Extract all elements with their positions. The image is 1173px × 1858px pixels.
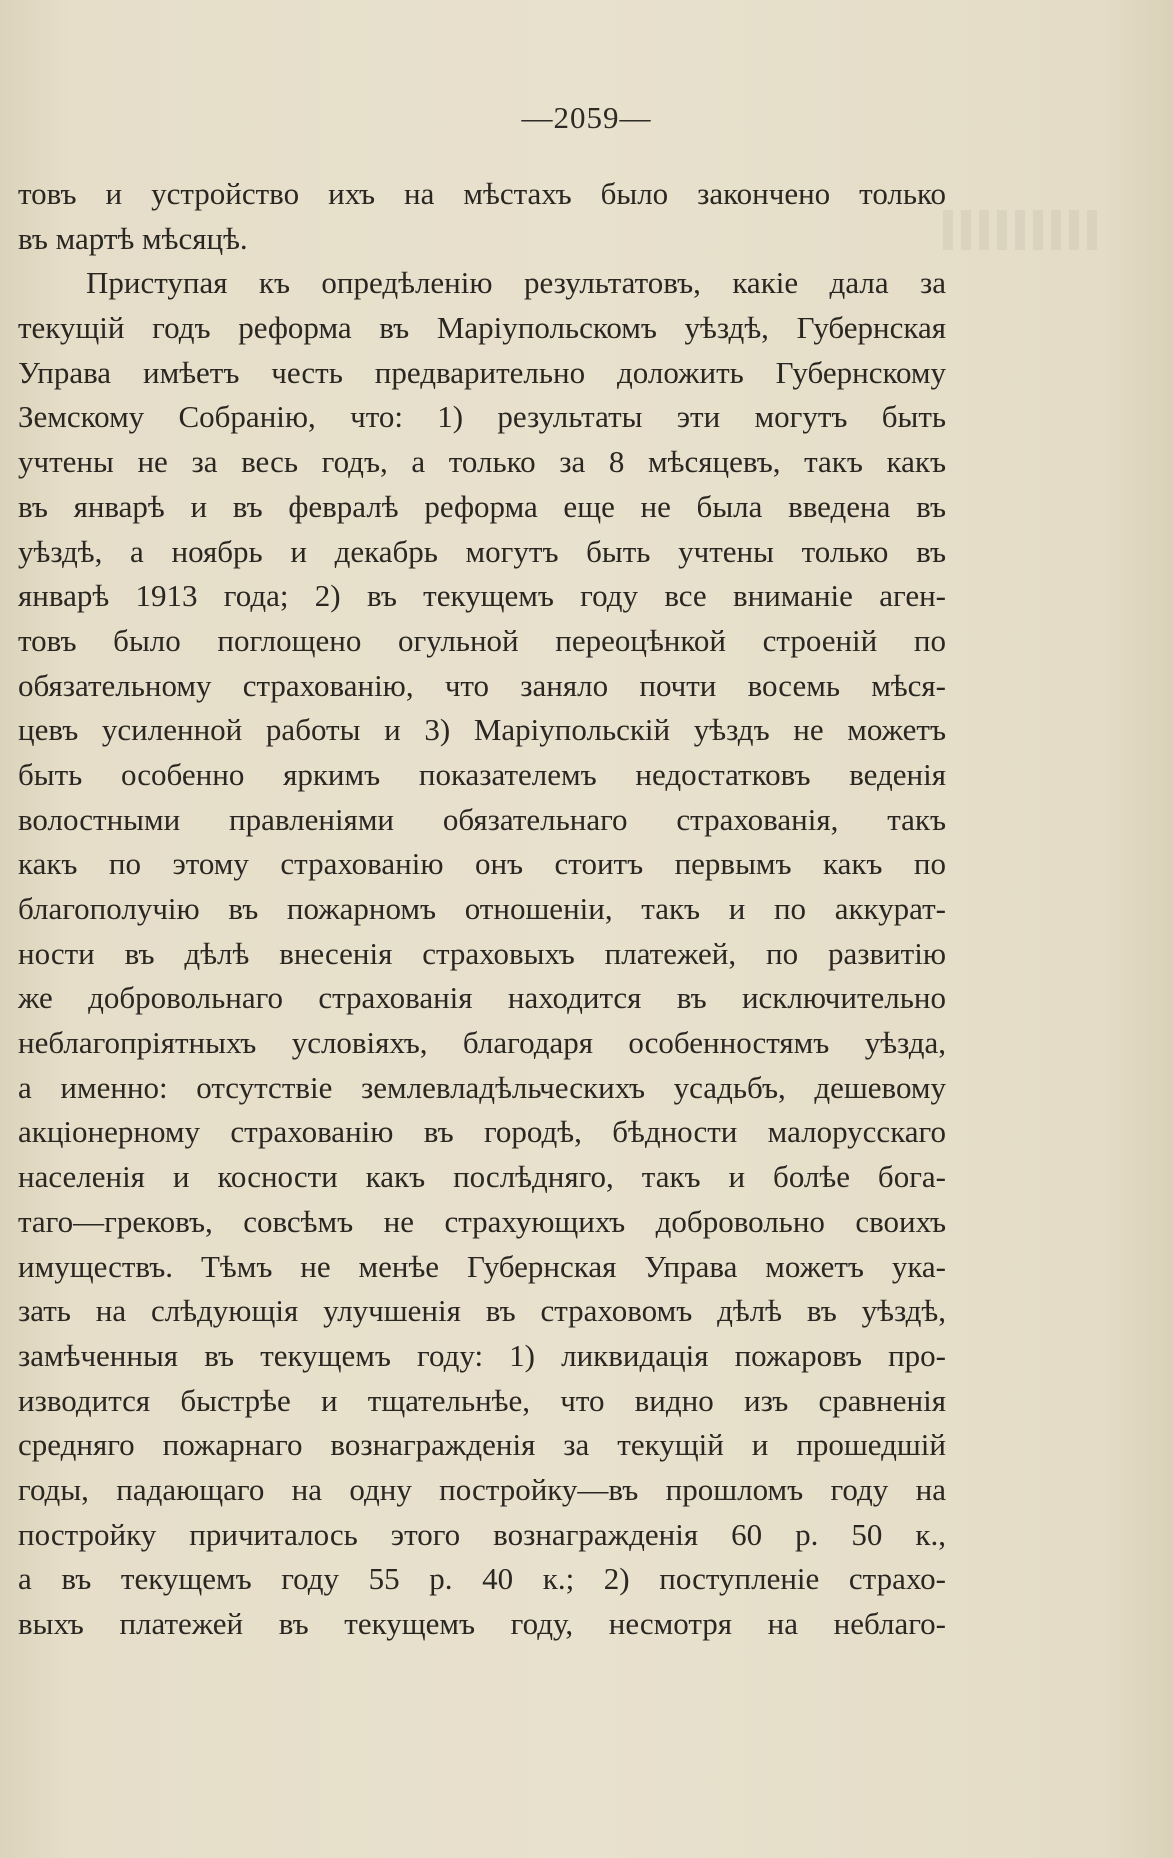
text-line: товъ было поглощено огульной переоцѣнкой строеній по [18, 622, 946, 658]
text-line: же добровольнаго страхованія находится въ исключительно [18, 980, 946, 1016]
text-line: текущій годъ реформа въ Маріупольскомъ уѣздѣ, Губернская [18, 310, 946, 346]
text-line: уѣздѣ, а ноябрь и декабрь могутъ быть учтены только въ [18, 533, 946, 569]
text-line: населенія и косности какъ послѣдняго, такъ и болѣе бога- [18, 1159, 946, 1195]
text-line: выхъ платежей въ текущемъ году, несмотря на неблаго- [18, 1606, 946, 1641]
text-line: а именно: отсутствіе землевладѣльческихъ усадьбъ, дешевому [18, 1069, 946, 1105]
text-line: обязательному страхованію, что заняло почти восемь мѣся- [18, 667, 946, 703]
text-line: ности въ дѣлѣ внесенія страховыхъ платежей, по развитію [18, 935, 946, 971]
text-line: какъ по этому страхованію онъ стоитъ первымъ какъ по [18, 846, 946, 882]
text-line: годы, падающаго на одну постройку—въ прошломъ году на [18, 1471, 946, 1507]
text-line: быть особенно яркимъ показателемъ недостатковъ веденія [18, 756, 946, 792]
text-line: цевъ усиленной работы и 3) Маріупольскій уѣздъ не можетъ [18, 712, 946, 748]
text-line: зать на слѣдующія улучшенія въ страховомъ дѣлѣ въ уѣздѣ, [18, 1293, 946, 1329]
bleed-through-shadow [943, 210, 1103, 250]
text-line: средняго пожарнаго вознагражденія за текущій и прошедшій [18, 1427, 946, 1463]
text-line: Управа имѣетъ честь предварительно доложить Губернскому [18, 354, 946, 390]
text-line: благополучію въ пожарномъ отношеніи, такъ и по аккурат- [18, 891, 946, 926]
text-line: имуществъ. Тѣмъ не менѣе Губернская Управа можетъ ука- [18, 1248, 946, 1284]
text-line: неблагопріятныхъ условіяхъ, благодаря особенностямъ уѣзда, [18, 1025, 946, 1061]
text-line: Приступая къ опредѣленію результатовъ, какіе дала за [86, 265, 946, 301]
text-line: изводится быстрѣе и тщательнѣе, что видно изъ сравненія [18, 1382, 946, 1418]
page-number: —2059— [521, 100, 652, 135]
text-line: а въ текущемъ году 55 р. 40 к.; 2) поступленіе страхо- [18, 1561, 946, 1597]
text-line: въ мартѣ мѣсяцѣ. [18, 220, 248, 256]
text-line: постройку причиталось этого вознагражденія 60 р. 50 к., [18, 1516, 946, 1552]
text-line: таго—грековъ, совсѣмъ не страхующихъ добровольно своихъ [18, 1203, 946, 1239]
text-line: Земскому Собранію, что: 1) результаты эти могутъ быть [18, 399, 946, 435]
text-line: волостными правленіями обязательнаго страхованія, такъ [18, 801, 946, 837]
text-line: товъ и устройство ихъ на мѣстахъ было закончено только [18, 176, 946, 211]
text-line: въ январѣ и въ февралѣ реформа еще не была введена въ [18, 488, 946, 524]
text-line: замѣченныя въ текущемъ году: 1) ликвидація пожаровъ про- [18, 1337, 946, 1373]
body-text [18, 172, 946, 1647]
text-line: январѣ 1913 года; 2) въ текущемъ году все вниманіе аген- [18, 578, 946, 614]
text-line: учтены не за весь годъ, а только за 8 мѣсяцевъ, такъ какъ [18, 444, 946, 480]
text-line: акціонерному страхованію въ городѣ, бѣдности малорусскаго [18, 1114, 946, 1150]
